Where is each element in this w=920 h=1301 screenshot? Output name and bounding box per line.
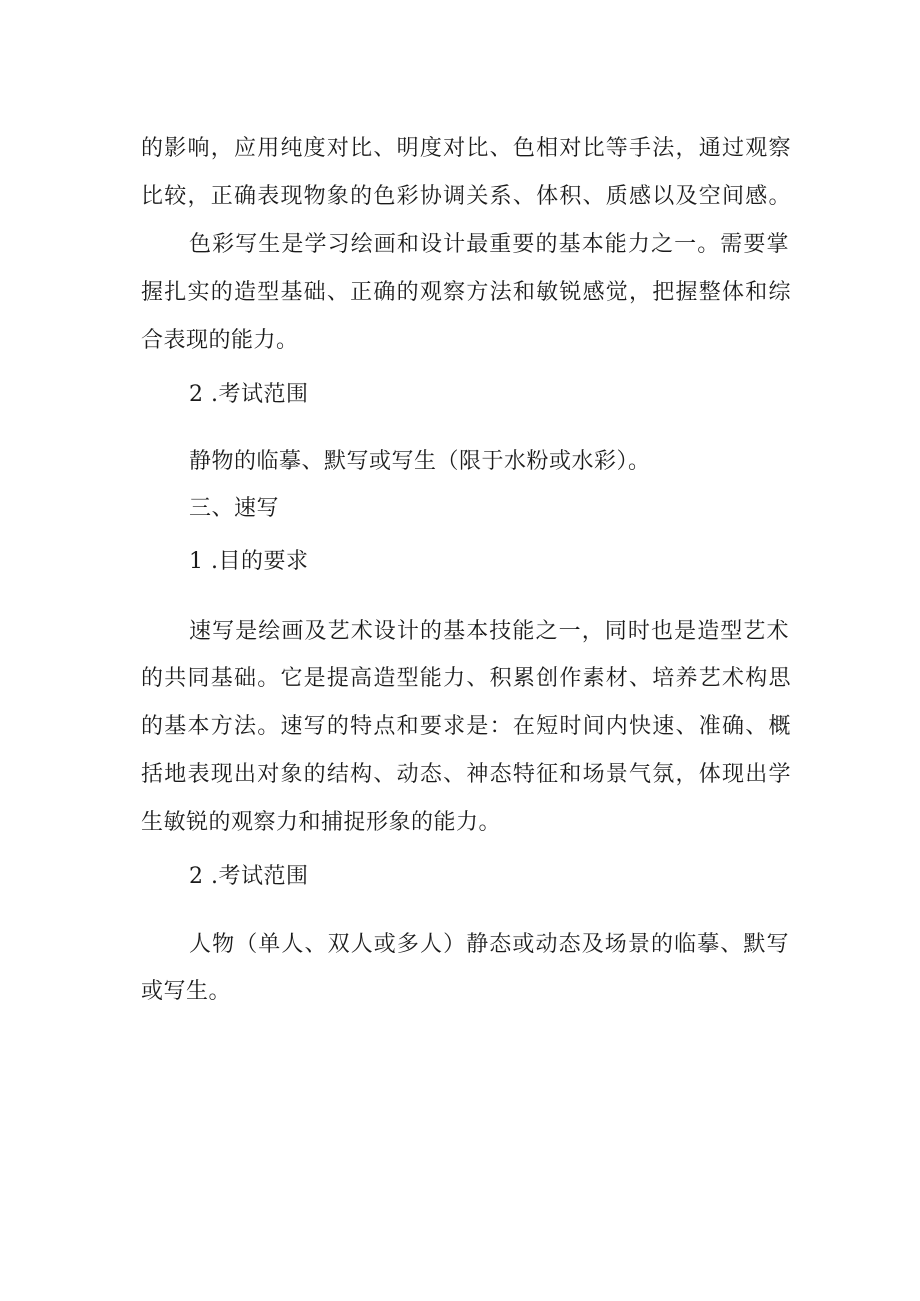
paragraph-line: 括地表现出对象的结构、动态、神态特征和场景气氛，体现出学: [141, 762, 791, 787]
section-heading: 1 .目的要求: [189, 549, 309, 574]
section-heading: 2 .考试范围: [189, 864, 309, 889]
paragraph-line: 生敏锐的观察力和捕捉形象的能力。: [141, 810, 502, 835]
paragraph-line: 静物的临摹、默写或写生（限于水粉或水彩）。: [189, 449, 651, 474]
section-heading: 三、速写: [189, 496, 280, 521]
paragraph-line: 的基本方法。速写的特点和要求是：在短时间内快速、准确、概: [141, 714, 791, 739]
paragraph-line: 速写是绘画及艺术设计的基本技能之一，同时也是造型艺术: [189, 619, 789, 644]
paragraph-line: 合表现的能力。: [141, 328, 299, 353]
section-heading: 2 .考试范围: [189, 382, 309, 407]
paragraph-line: 握扎实的造型基础、正确的观察方法和敏锐感觉，把握整体和综: [141, 280, 791, 305]
paragraph-line: 比较，正确表现物象的色彩协调关系、体积、质感以及空间感。: [141, 184, 791, 209]
paragraph-line: 色彩写生是学习绘画和设计最重要的基本能力之一。需要掌: [189, 232, 789, 257]
paragraph-line: 的影响，应用纯度对比、明度对比、色相对比等手法，通过观察: [141, 136, 791, 161]
paragraph-line: 人物（单人、双人或多人）静态或动态及场景的临摹、默写: [189, 932, 789, 957]
paragraph-line: 或写生。: [141, 979, 232, 1004]
paragraph-line: 的共同基础。它是提高造型能力、积累创作素材、培养艺术构思: [141, 666, 791, 691]
